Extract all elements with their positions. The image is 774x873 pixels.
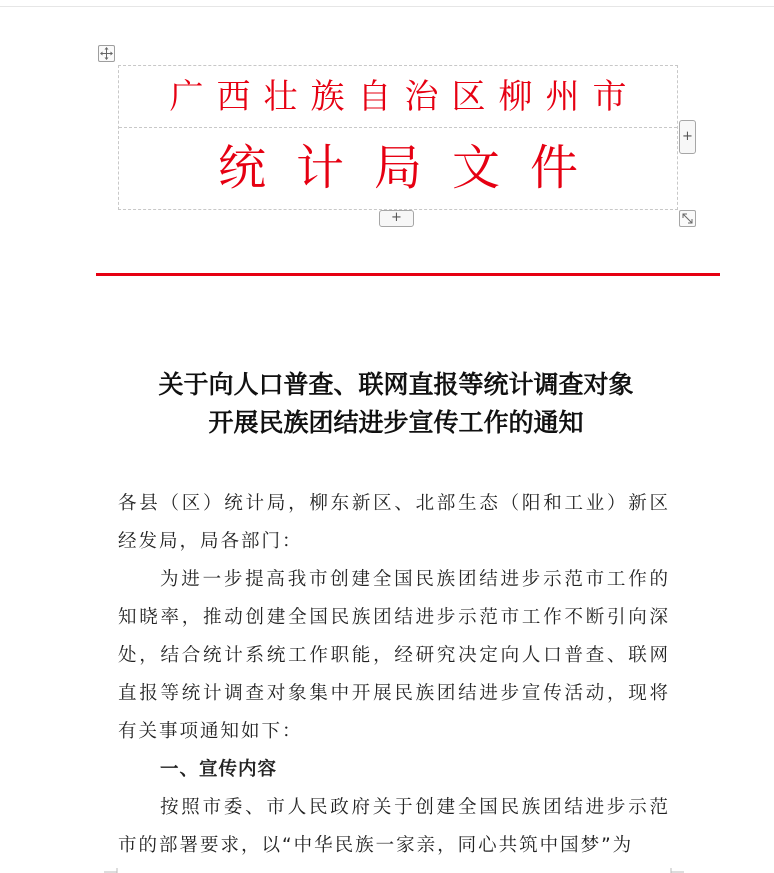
document-title — [96, 366, 696, 442]
page-top-edge — [0, 6, 774, 7]
issuing-authority: 广西壮族自治区柳州市 — [169, 77, 640, 117]
salutation: 各县（区）统计局，柳东新区、北部生态（阳和工业）新区经发局，局各部门： — [118, 493, 670, 552]
page-corner-mark-left — [104, 868, 118, 873]
diagonal-resize-icon — [680, 211, 695, 226]
add-column-button[interactable]: + — [679, 120, 696, 154]
section-heading-1: 一、宣传内容 — [160, 759, 278, 780]
table-row-divider — [119, 127, 677, 128]
document-title-line-1: 关于向人口普查、联网直报等统计调查对象 — [158, 370, 634, 399]
letterhead-table[interactable] — [118, 65, 678, 210]
red-separator-line — [96, 273, 720, 276]
document-title-line-2: 开展民族团结进步宣传工作的通知 — [208, 408, 584, 437]
table-resize-handle[interactable] — [679, 210, 696, 227]
document-type-heading: 统计局文件 — [217, 140, 608, 196]
move-arrows-icon — [99, 46, 114, 61]
section-1-paragraph: 按照市委、市人民政府关于创建全国民族团结进步示范市的部署要求，以“中华民族一家亲，同心共筑中国梦”为 — [118, 797, 670, 856]
add-row-button[interactable]: + — [379, 210, 414, 227]
page-corner-mark-right — [670, 868, 684, 873]
table-move-handle[interactable] — [98, 45, 115, 62]
document-body — [118, 485, 670, 865]
intro-paragraph: 为进一步提高我市创建全国民族团结进步示范市工作的知晓率，推动创建全国民族团结进步示范市工作不断引向深处，结合统计系统工作职能，经研究决定向人口普查、联网直报等统计调查对象集中开展民族团结进步宣传活动，现将有关事项通知如下： — [118, 569, 670, 742]
